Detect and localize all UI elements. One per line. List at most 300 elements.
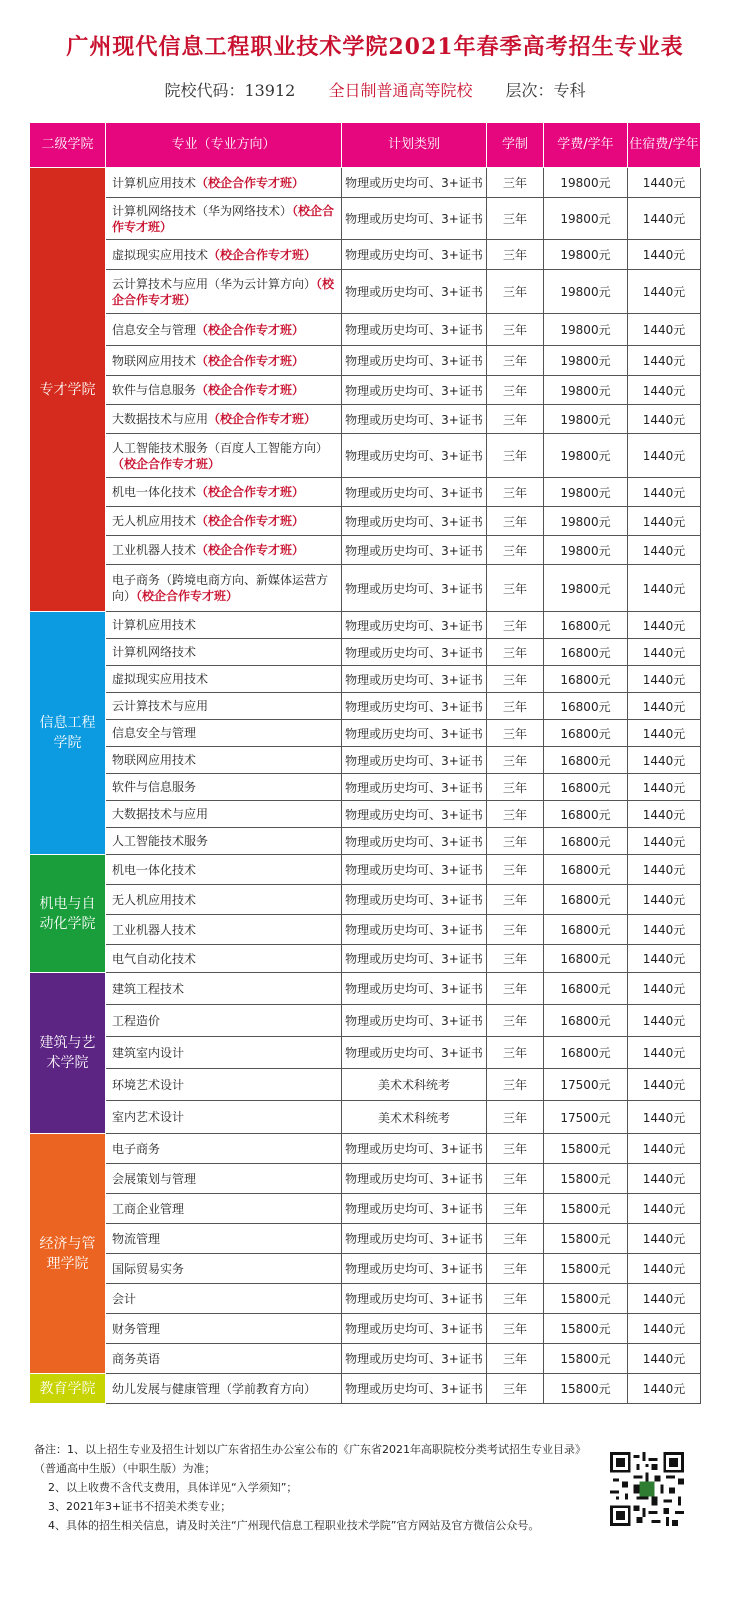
plan-cell: 美术术科统考 [342, 1069, 487, 1101]
major-name: 电子商务 [112, 1141, 161, 1156]
plan-cell: 物理或历史均可、3+证书 [342, 240, 487, 270]
major-cell [106, 639, 342, 666]
major-cell [106, 1374, 342, 1404]
plan-cell: 物理或历史均可、3+证书 [342, 885, 487, 915]
department-name: 建筑与艺术学院 [39, 1035, 96, 1071]
plan-cell: 物理或历史均可、3+证书 [342, 915, 487, 945]
tuition-cell: 19800元 [544, 478, 628, 507]
department-cell [30, 973, 106, 1134]
table-row [30, 666, 701, 693]
dorm-fee-cell: 1440元 [628, 639, 701, 666]
department-name: 教育学院 [39, 1380, 96, 1397]
majors-table [29, 122, 701, 1404]
table-row [30, 828, 701, 855]
major-cell [106, 405, 342, 434]
plan-cell: 物理或历史均可、3+证书 [342, 405, 487, 434]
major-name: 商务英语 [112, 1351, 161, 1366]
tuition-cell: 16800元 [544, 828, 628, 855]
major-cell [106, 270, 342, 314]
major-cell [106, 945, 342, 973]
tuition-cell: 15800元 [544, 1374, 628, 1404]
years-cell: 三年 [487, 478, 544, 507]
plan-cell: 物理或历史均可、3+证书 [342, 774, 487, 801]
years-cell: 三年 [487, 507, 544, 536]
plan-cell: 物理或历史均可、3+证书 [342, 1005, 487, 1037]
years-cell: 三年 [487, 1037, 544, 1069]
major-name: 物联网应用技术 [112, 753, 197, 767]
years-cell: 三年 [487, 885, 544, 915]
tuition-cell: 16800元 [544, 1037, 628, 1069]
table-row [30, 915, 701, 945]
plan-cell: 物理或历史均可、3+证书 [342, 1164, 487, 1194]
plan-cell: 物理或历史均可、3+证书 [342, 198, 487, 240]
notes [34, 1440, 594, 1535]
major-cell [106, 1164, 342, 1194]
years-cell: 三年 [487, 828, 544, 855]
dorm-fee-cell: 1440元 [628, 240, 701, 270]
dorm-fee-cell: 1440元 [628, 507, 701, 536]
major-name: 大数据技术与应用 [112, 807, 209, 821]
table-row [30, 168, 701, 198]
plan-cell: 物理或历史均可、3+证书 [342, 346, 487, 376]
major-cell [106, 478, 342, 507]
coop-class-tag: （校企合作专才班） [196, 543, 305, 557]
major-name: 工商企业管理 [112, 1201, 185, 1216]
coop-class-tag: （校企合作专才班） [112, 456, 221, 471]
dorm-fee-cell: 1440元 [628, 885, 701, 915]
tuition-cell: 19800元 [544, 198, 628, 240]
plan-cell: 物理或历史均可、3+证书 [342, 828, 487, 855]
dorm-fee-cell: 1440元 [628, 1254, 701, 1284]
table-row [30, 720, 701, 747]
dorm-fee-cell: 1440元 [628, 720, 701, 747]
col-header: 专业（专业方向） [106, 123, 342, 168]
table-row [30, 507, 701, 536]
major-cell [106, 720, 342, 747]
major-cell [106, 774, 342, 801]
department-cell [30, 612, 106, 855]
school-level: 层次：专科 [505, 81, 586, 100]
plan-cell: 物理或历史均可、3+证书 [342, 1194, 487, 1224]
note-line: 2、以上收费不含代支费用，具体详见“入学须知”； [48, 1481, 298, 1494]
plan-cell: 物理或历史均可、3+证书 [342, 720, 487, 747]
major-cell [106, 198, 342, 240]
years-cell: 三年 [487, 1344, 544, 1374]
dorm-fee-cell: 1440元 [628, 536, 701, 565]
tuition-cell: 15800元 [544, 1314, 628, 1344]
table-row [30, 1344, 701, 1374]
tuition-cell: 16800元 [544, 1005, 628, 1037]
dorm-fee-cell: 1440元 [628, 747, 701, 774]
school-code: 院校代码：13912 [164, 81, 296, 100]
plan-cell: 物理或历史均可、3+证书 [342, 1284, 487, 1314]
department-cell [30, 855, 106, 973]
major-name: 电子商务（跨境电商方向、新媒体运营方向） [112, 573, 329, 603]
coop-class-tag: （校企合作专才班） [136, 589, 239, 603]
major-cell [106, 1037, 342, 1069]
table-row [30, 801, 701, 828]
tuition-cell: 16800元 [544, 973, 628, 1005]
major-cell [106, 885, 342, 915]
tuition-cell: 16800元 [544, 855, 628, 885]
major-cell [106, 1314, 342, 1344]
tuition-cell: 15800元 [544, 1164, 628, 1194]
major-name: 物流管理 [112, 1231, 161, 1246]
years-cell: 三年 [487, 945, 544, 973]
tuition-cell: 16800元 [544, 639, 628, 666]
tuition-cell: 19800元 [544, 565, 628, 612]
dorm-fee-cell: 1440元 [628, 478, 701, 507]
dorm-fee-cell: 1440元 [628, 1284, 701, 1314]
table-header-row [30, 123, 701, 168]
table-row [30, 639, 701, 666]
years-cell: 三年 [487, 1164, 544, 1194]
table-row [30, 885, 701, 915]
years-cell: 三年 [487, 720, 544, 747]
years-cell: 三年 [487, 405, 544, 434]
years-cell: 三年 [487, 774, 544, 801]
coop-class-tag: （校企合作专才班） [196, 514, 305, 528]
dorm-fee-cell: 1440元 [628, 434, 701, 478]
years-cell: 三年 [487, 639, 544, 666]
tuition-cell: 19800元 [544, 376, 628, 405]
col-header: 计划类别 [342, 123, 487, 168]
coop-class-tag: （校企合作专才班） [208, 412, 317, 426]
tuition-cell: 16800元 [544, 885, 628, 915]
major-cell [106, 828, 342, 855]
years-cell: 三年 [487, 1284, 544, 1314]
department-cell [30, 168, 106, 612]
table-row [30, 945, 701, 973]
plan-cell: 物理或历史均可、3+证书 [342, 168, 487, 198]
dorm-fee-cell: 1440元 [628, 915, 701, 945]
years-cell: 三年 [487, 1224, 544, 1254]
tuition-cell: 19800元 [544, 270, 628, 314]
major-name: 建筑室内设计 [112, 1045, 185, 1060]
table-row [30, 314, 701, 346]
tuition-cell: 17500元 [544, 1069, 628, 1101]
major-cell [106, 1284, 342, 1314]
tuition-cell: 15800元 [544, 1134, 628, 1164]
tuition-cell: 16800元 [544, 612, 628, 639]
table-row [30, 1314, 701, 1344]
years-cell: 三年 [487, 434, 544, 478]
years-cell: 三年 [487, 1374, 544, 1404]
plan-cell: 物理或历史均可、3+证书 [342, 1134, 487, 1164]
major-name: 工业机器人技术 [112, 543, 197, 557]
tuition-cell: 16800元 [544, 720, 628, 747]
table-row [30, 1284, 701, 1314]
major-cell [106, 1344, 342, 1374]
coop-class-tag: （校企合作专才班） [196, 322, 305, 337]
plan-cell: 物理或历史均可、3+证书 [342, 1224, 487, 1254]
major-cell [106, 915, 342, 945]
major-cell [106, 612, 342, 639]
tuition-cell: 19800元 [544, 434, 628, 478]
plan-cell: 物理或历史均可、3+证书 [342, 507, 487, 536]
years-cell: 三年 [487, 1101, 544, 1134]
dorm-fee-cell: 1440元 [628, 1069, 701, 1101]
table-row [30, 270, 701, 314]
tuition-cell: 16800元 [544, 693, 628, 720]
tuition-cell: 19800元 [544, 405, 628, 434]
major-cell [106, 801, 342, 828]
dorm-fee-cell: 1440元 [628, 405, 701, 434]
major-name: 工业机器人技术 [112, 922, 197, 937]
table-row [30, 612, 701, 639]
dorm-fee-cell: 1440元 [628, 1194, 701, 1224]
table-row [30, 1101, 701, 1134]
table-row [30, 240, 701, 270]
tuition-cell: 17500元 [544, 1101, 628, 1134]
years-cell: 三年 [487, 612, 544, 639]
dorm-fee-cell: 1440元 [628, 612, 701, 639]
note-line: 4、具体的招生相关信息，请及时关注“广州现代信息工程职业技术学院”官方网站及官方微信公众号。 [48, 1519, 540, 1532]
tuition-cell: 16800元 [544, 747, 628, 774]
plan-cell: 物理或历史均可、3+证书 [342, 801, 487, 828]
major-name: 财务管理 [112, 1321, 161, 1336]
col-header: 二级学院 [30, 123, 106, 168]
department-name: 信息工程学院 [39, 715, 96, 751]
years-cell: 三年 [487, 801, 544, 828]
table-body [30, 168, 701, 1404]
years-cell: 三年 [487, 240, 544, 270]
dorm-fee-cell: 1440元 [628, 1164, 701, 1194]
page-title: 广州现代信息工程职业技术学院2021年春季高考招生专业表 [66, 34, 684, 60]
table-row [30, 1037, 701, 1069]
years-cell: 三年 [487, 536, 544, 565]
tuition-cell: 15800元 [544, 1284, 628, 1314]
major-cell [106, 240, 342, 270]
majors-table-wrap [29, 122, 700, 1404]
major-name: 无人机应用技术 [112, 514, 197, 528]
major-name: 信息安全与管理 [112, 322, 197, 337]
tuition-cell: 16800元 [544, 915, 628, 945]
table-row [30, 434, 701, 478]
tuition-cell: 19800元 [544, 536, 628, 565]
plan-cell: 物理或历史均可、3+证书 [342, 536, 487, 565]
table-row [30, 855, 701, 885]
table-row [30, 346, 701, 376]
table-row [30, 376, 701, 405]
major-name: 电气自动化技术 [112, 951, 197, 966]
tuition-cell: 16800元 [544, 774, 628, 801]
dorm-fee-cell: 1440元 [628, 1134, 701, 1164]
major-cell [106, 434, 342, 478]
major-name: 室内艺术设计 [112, 1110, 185, 1124]
department-name: 专才学院 [39, 381, 96, 398]
major-name: 虚拟现实应用技术 [112, 247, 209, 262]
major-name: 软件与信息服务 [112, 383, 197, 397]
plan-cell: 物理或历史均可、3+证书 [342, 693, 487, 720]
major-name: 建筑工程技术 [112, 981, 185, 996]
years-cell: 三年 [487, 1134, 544, 1164]
plan-cell: 物理或历史均可、3+证书 [342, 314, 487, 346]
dorm-fee-cell: 1440元 [628, 855, 701, 885]
table-row [30, 693, 701, 720]
major-name: 人工智能技术服务（百度人工智能方向） [112, 440, 329, 455]
major-cell [106, 1005, 342, 1037]
tuition-cell: 19800元 [544, 240, 628, 270]
major-name: 无人机应用技术 [112, 892, 197, 907]
tuition-cell: 15800元 [544, 1344, 628, 1374]
table-row [30, 536, 701, 565]
tuition-cell: 19800元 [544, 507, 628, 536]
major-name: 云计算技术与应用（华为云计算方向） [112, 276, 317, 291]
major-cell [106, 855, 342, 885]
plan-cell: 物理或历史均可、3+证书 [342, 434, 487, 478]
table-row [30, 198, 701, 240]
dorm-fee-cell: 1440元 [628, 945, 701, 973]
dorm-fee-cell: 1440元 [628, 774, 701, 801]
dorm-fee-cell: 1440元 [628, 1314, 701, 1344]
dorm-fee-cell: 1440元 [628, 1224, 701, 1254]
col-header: 住宿费/学年 [628, 123, 701, 168]
tuition-cell: 15800元 [544, 1194, 628, 1224]
major-name: 云计算技术与应用 [112, 699, 209, 713]
major-name: 国际贸易实务 [112, 1261, 185, 1276]
major-name: 物联网应用技术 [112, 353, 197, 368]
major-name: 计算机应用技术 [112, 175, 197, 190]
major-name: 工程造价 [112, 1013, 161, 1028]
dorm-fee-cell: 1440元 [628, 1101, 701, 1134]
plan-cell: 美术术科统考 [342, 1101, 487, 1134]
years-cell: 三年 [487, 1194, 544, 1224]
table-row [30, 774, 701, 801]
plan-cell: 物理或历史均可、3+证书 [342, 1344, 487, 1374]
plan-cell: 物理或历史均可、3+证书 [342, 612, 487, 639]
years-cell: 三年 [487, 198, 544, 240]
major-cell [106, 1194, 342, 1224]
years-cell: 三年 [487, 1005, 544, 1037]
dorm-fee-cell: 1440元 [628, 666, 701, 693]
major-cell [106, 376, 342, 405]
coop-class-tag: （校企合作专才班） [196, 353, 305, 368]
coop-class-tag: （校企合作专才班） [208, 247, 317, 262]
plan-cell: 物理或历史均可、3+证书 [342, 270, 487, 314]
plan-cell: 物理或历史均可、3+证书 [342, 376, 487, 405]
dorm-fee-cell: 1440元 [628, 693, 701, 720]
major-name: 环境艺术设计 [112, 1077, 185, 1092]
tuition-cell: 15800元 [544, 1224, 628, 1254]
dorm-fee-cell: 1440元 [628, 565, 701, 612]
tuition-cell: 16800元 [544, 801, 628, 828]
major-name: 计算机网络技术（华为网络技术） [112, 203, 293, 218]
dorm-fee-cell: 1440元 [628, 168, 701, 198]
major-name: 机电一体化技术 [112, 862, 197, 877]
qr-code-icon [610, 1452, 684, 1526]
dorm-fee-cell: 1440元 [628, 828, 701, 855]
major-name: 软件与信息服务 [112, 780, 197, 794]
plan-cell: 物理或历史均可、3+证书 [342, 565, 487, 612]
plan-cell: 物理或历史均可、3+证书 [342, 1037, 487, 1069]
years-cell: 三年 [487, 666, 544, 693]
dorm-fee-cell: 1440元 [628, 1344, 701, 1374]
years-cell: 三年 [487, 346, 544, 376]
dorm-fee-cell: 1440元 [628, 801, 701, 828]
table-row [30, 1134, 701, 1164]
years-cell: 三年 [487, 1314, 544, 1344]
major-cell [106, 168, 342, 198]
major-name: 虚拟现实应用技术 [112, 672, 209, 686]
department-cell [30, 1374, 106, 1404]
major-cell [106, 973, 342, 1005]
table-row [30, 1069, 701, 1101]
table-row [30, 1194, 701, 1224]
years-cell: 三年 [487, 855, 544, 885]
major-cell [106, 1254, 342, 1284]
note-line: 备注：1、以上招生专业及招生计划以广东省招生办公室公布的《广东省2021年高职院校分类考试招生专业目录》 [34, 1443, 586, 1456]
table-row [30, 1164, 701, 1194]
dorm-fee-cell: 1440元 [628, 314, 701, 346]
years-cell: 三年 [487, 565, 544, 612]
major-cell [106, 314, 342, 346]
major-cell [106, 536, 342, 565]
tuition-cell: 15800元 [544, 1254, 628, 1284]
plan-cell: 物理或历史均可、3+证书 [342, 1374, 487, 1404]
school-type: 全日制普通高等院校 [328, 81, 473, 100]
plan-cell: 物理或历史均可、3+证书 [342, 1314, 487, 1344]
major-name: 大数据技术与应用 [112, 412, 209, 426]
school-info [0, 78, 750, 101]
plan-cell: 物理或历史均可、3+证书 [342, 639, 487, 666]
coop-class-tag: （校企合作专才班） [196, 175, 305, 190]
col-header: 学制 [487, 123, 544, 168]
plan-cell: 物理或历史均可、3+证书 [342, 747, 487, 774]
department-name: 机电与自动化学院 [39, 895, 96, 932]
tuition-cell: 16800元 [544, 666, 628, 693]
tuition-cell: 19800元 [544, 314, 628, 346]
years-cell: 三年 [487, 314, 544, 346]
dorm-fee-cell: 1440元 [628, 1374, 701, 1404]
major-name: 幼儿发展与健康管理（学前教育方向） [112, 1381, 317, 1396]
tuition-cell: 19800元 [544, 168, 628, 198]
table-row [30, 973, 701, 1005]
major-cell [106, 565, 342, 612]
years-cell: 三年 [487, 168, 544, 198]
table-row [30, 1224, 701, 1254]
major-cell [106, 666, 342, 693]
table-row [30, 747, 701, 774]
major-name: 人工智能技术服务 [112, 834, 209, 848]
dorm-fee-cell: 1440元 [628, 376, 701, 405]
coop-class-tag: （校企合作专才班） [112, 203, 335, 234]
dorm-fee-cell: 1440元 [628, 973, 701, 1005]
major-name: 计算机网络技术 [112, 645, 197, 659]
years-cell: 三年 [487, 270, 544, 314]
years-cell: 三年 [487, 376, 544, 405]
major-cell [106, 507, 342, 536]
major-name: 会展策划与管理 [112, 1171, 197, 1186]
plan-cell: 物理或历史均可、3+证书 [342, 973, 487, 1005]
dorm-fee-cell: 1440元 [628, 198, 701, 240]
years-cell: 三年 [487, 693, 544, 720]
major-name: 会计 [112, 1291, 137, 1306]
major-cell [106, 1224, 342, 1254]
col-header: 学费/学年 [544, 123, 628, 168]
department-cell [30, 1134, 106, 1374]
plan-cell: 物理或历史均可、3+证书 [342, 666, 487, 693]
coop-class-tag: （校企合作专才班） [196, 485, 305, 499]
table-row [30, 1374, 701, 1404]
years-cell: 三年 [487, 973, 544, 1005]
dorm-fee-cell: 1440元 [628, 346, 701, 376]
dorm-fee-cell: 1440元 [628, 1037, 701, 1069]
plan-cell: 物理或历史均可、3+证书 [342, 855, 487, 885]
major-cell [106, 747, 342, 774]
major-cell [106, 1101, 342, 1134]
major-cell [106, 1069, 342, 1101]
